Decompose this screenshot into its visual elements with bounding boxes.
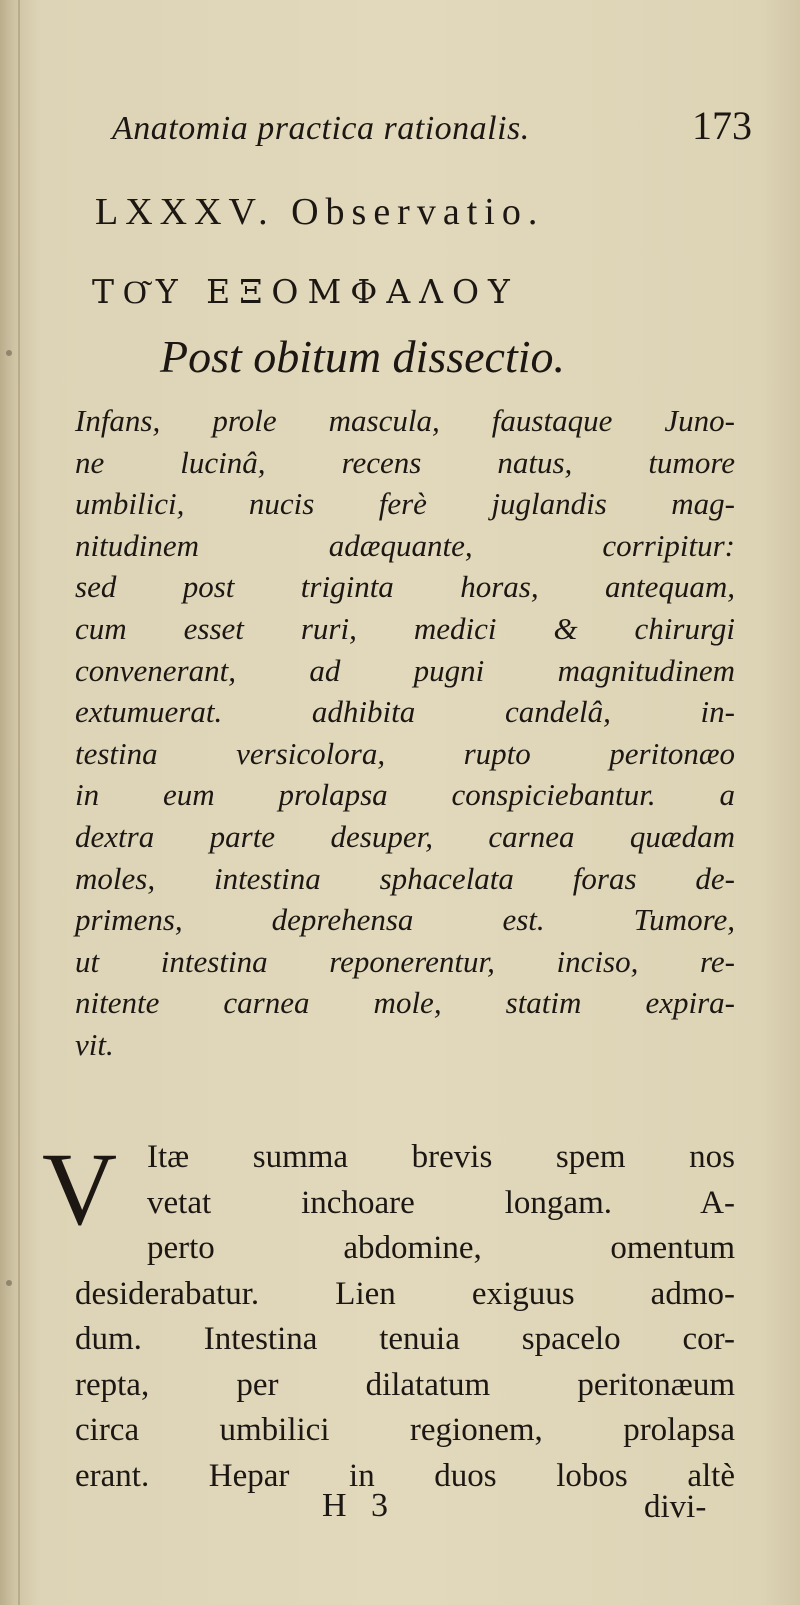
greek-title: ΤΟ͂Υ ΕΞΟΜΦΑΛΟΥ: [92, 272, 519, 311]
text-line: umbilici, nucis ferè juglandis mag-: [75, 486, 735, 522]
dissection-paragraph: [75, 1135, 735, 1499]
case-description-paragraph: [75, 400, 735, 1066]
text-line: erant. Hepar in duos lobos altè: [75, 1457, 735, 1494]
text-line: extumuerat. adhibita candelâ, in-: [75, 694, 735, 730]
text-line: dum. Intestina tenuia spacelo cor-: [75, 1321, 735, 1357]
page-gutter: [18, 0, 20, 1605]
text-line: convenerant, ad pugni magnitudinem: [75, 652, 735, 688]
text-line: in eum prolapsa conspiciebantur. a: [75, 777, 735, 813]
text-line: vetat inchoare longam. A-: [147, 1184, 735, 1221]
text-line: nitente carnea mole, statim expira-: [75, 985, 735, 1021]
drop-cap: V: [42, 1132, 118, 1247]
subtitle: Post obitum dissectio.: [160, 331, 566, 382]
page-header: [112, 102, 752, 149]
margin-spot: [6, 350, 12, 356]
text-line: dextra parte desuper, carnea quædam: [75, 818, 735, 854]
text-line: nitudinem adæquante, corripitur:: [75, 527, 735, 563]
catchword: divi-: [644, 1489, 707, 1525]
signature-mark: H 3: [322, 1487, 397, 1524]
text-line: ne lucinâ, recens natus, tumore: [75, 444, 735, 480]
text-line: circa umbilici regionem, prolapsa: [75, 1412, 735, 1448]
text-line: Infans, prole mascula, faustaque Juno-: [75, 403, 735, 438]
text-line: testina versicolora, rupto peritonæo: [75, 735, 735, 771]
margin-spot: [6, 1280, 12, 1286]
text-line: repta, per dilatatum peritonæum: [75, 1366, 735, 1403]
observation-title: LXXXV. Observatio.: [95, 191, 545, 233]
text-line: perto abdomine, omentum: [147, 1230, 735, 1266]
text-line: cum esset ruri, medici & chirurgi: [75, 610, 735, 646]
running-head: Anatomia practica rationalis.: [112, 110, 530, 147]
text-line: primens, deprehensa est. Tumore,: [75, 902, 735, 938]
text-line: Itæ summa brevis spem nos: [147, 1139, 735, 1175]
text-line: desiderabatur. Lien exiguus admo-: [75, 1275, 735, 1312]
text-line: moles, intestina sphacelata foras de-: [75, 860, 735, 896]
text-line: ut intestina reponerentur, inciso, re-: [75, 943, 735, 979]
page-number: 173: [692, 103, 752, 148]
text-line: vit.: [75, 1026, 114, 1062]
text-line: sed post triginta horas, antequam,: [75, 569, 735, 605]
